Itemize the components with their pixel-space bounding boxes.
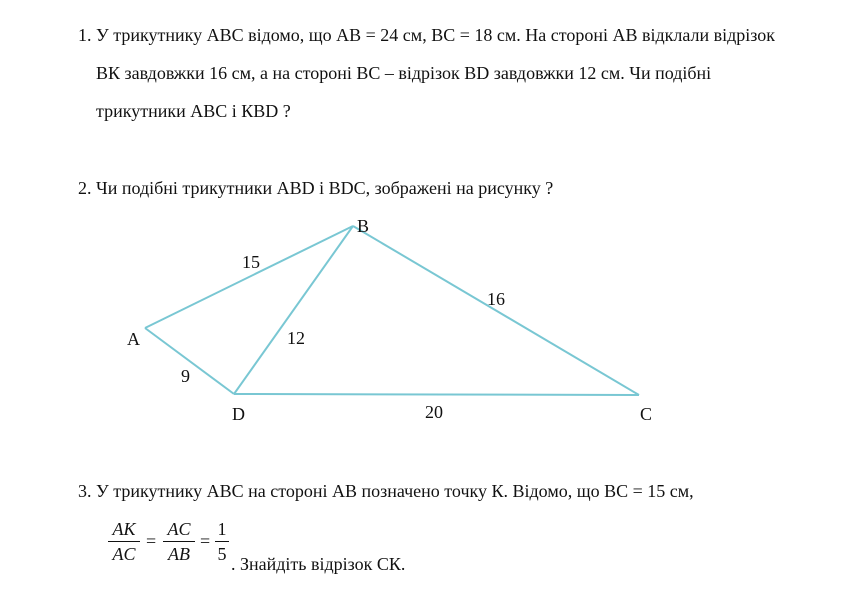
problem1-line3: трикутники АВС і КВD ? <box>96 101 291 121</box>
fraction-numerator: AC <box>167 519 191 539</box>
point-label-b: B <box>357 216 370 236</box>
fraction-denominator: AC <box>112 544 136 564</box>
fraction-ac-ab <box>163 518 195 565</box>
fraction-numerator: 1 <box>217 519 227 539</box>
problem3-text: 3. У трикутнику АВС на стороні АВ позначено точку К. Відомо, що ВС = 15 см, <box>78 481 694 501</box>
point-label-a: A <box>127 329 140 349</box>
problem2-text: 2. Чи подібні трикутники АВD і ВDС, зображені на рисунку ? <box>78 178 554 198</box>
fraction-denominator: AB <box>168 544 190 564</box>
point-label-c: C <box>640 404 653 424</box>
segment-dc <box>234 394 639 395</box>
problem1-line1: 1. У трикутнику АВС відомо, що АВ = 24 см, ВС = 18 см. На стороні АВ відклали відрізок <box>78 25 776 45</box>
fraction-denominator: 5 <box>217 544 227 564</box>
equals-sign: = <box>200 531 211 551</box>
problem3-tail: . Знайдіть відрізок СК. <box>231 554 406 574</box>
length-label-dc: 20 <box>425 402 443 422</box>
problem1-line2: ВК завдовжки 16 см, а на стороні ВС – відрізок ВD завдовжки 12 см. Чи подібні <box>96 63 712 83</box>
segment-ab <box>145 226 353 328</box>
length-label-ad: 9 <box>181 366 190 386</box>
fraction-numerator: AK <box>112 519 136 539</box>
point-label-d: D <box>232 404 245 424</box>
equals-sign: = <box>146 531 157 551</box>
fraction-one-fifth <box>215 518 229 565</box>
length-label-bc: 16 <box>487 289 505 309</box>
fraction-ak-ac <box>108 518 140 565</box>
length-label-bd: 12 <box>287 328 305 348</box>
segment-bc <box>353 226 639 395</box>
length-label-ab: 15 <box>242 252 260 272</box>
